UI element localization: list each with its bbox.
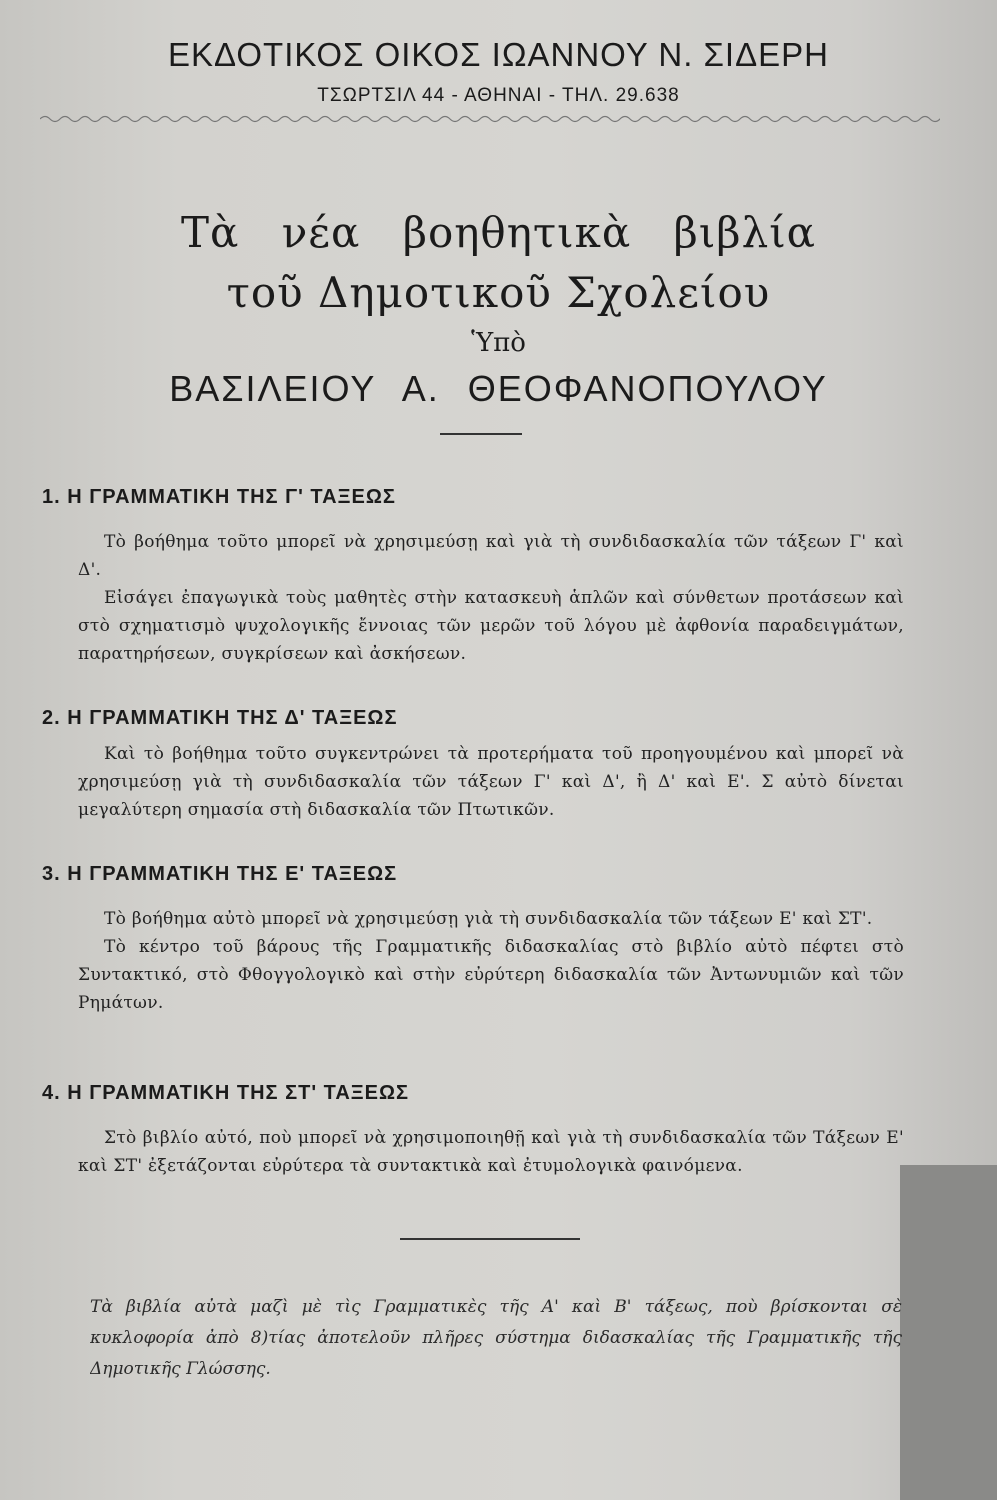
footer-divider [400, 1238, 580, 1240]
section-3-paragraph: Τὸ βοήθημα αὐτὸ μπορεῖ νὰ χρησιμεύσῃ γιὰ τὴ συνδιδασκαλία τῶν τάξεων Ε' καὶ ΣΤ'. [104, 909, 873, 929]
section-4-heading: 4. Η ΓΡΑΜΜΑΤΙΚΗ ΤΗΣ ΣΤ' ΤΑΞΕΩΣ [42, 1082, 410, 1104]
section-3-paragraph: Τὸ κέντρο τοῦ βάρους τῆς Γραμματικῆς διδασκαλίας στὸ βιβλίο αὐτὸ πέφτει στὸ Συντακτικό, στὸ Φθογγολογικὸ καὶ στὴν εὐρύτερη διδασκαλία τῶν Ἀντωνυμιῶν καὶ τῶν Ρημάτων. [78, 937, 904, 1013]
title-line-2: τοῦ Δημοτικοῦ Σχολείου [226, 268, 771, 317]
section-2-paragraph: Καὶ τὸ βοήθημα τοῦτο συγκεντρώνει τὰ προτερήματα τοῦ προηγουμένου καὶ μπορεῖ νὰ χρησιμεύσῃ γιὰ τὴ συνδιδασκαλία τῶν τάξεων Γ' καὶ Δ', ἢ Δ' καὶ Ε'. Σ αὐτὸ δίνεται μεγαλύτερη σημασία στὴ διδασκαλία τῶν Πτωτικῶν. [78, 744, 904, 820]
wavy-divider [40, 112, 940, 126]
section-3-body [78, 905, 904, 1017]
section-3-heading: 3. Η ΓΡΑΜΜΑΤΙΚΗ ΤΗΣ Ε' ΤΑΞΕΩΣ [42, 863, 398, 885]
section-1-paragraph: Εἰσάγει ἐπαγωγικὰ τοὺς μαθητὲς στὴν κατασκευὴ ἁπλῶν καὶ σύνθετων προτάσεων καὶ στὸ σχηματισμὸ ψυχολογικῆς ἔννοιας τῶν μερῶν τοῦ λόγου μὲ ἀφθονία παραδειγμάτων, παρατηρήσεων, συγκρίσεων καὶ ἀσκήσεων. [78, 588, 904, 664]
publisher-address: ΤΣΩΡΤΣΙΛ 44 - ΑΘΗΝΑΙ - ΤΗΛ. 29.638 [317, 85, 680, 106]
footer-text: Τὰ βιβλία αὐτὰ μαζὶ μὲ τὶς Γραμματικὲς τῆς Α' καὶ Β' τάξεως, ποὺ βρίσκονται σὲ κυκλοφορία ἀπὸ 8)τίας ἀποτελοῦν πλῆρες σύστημα διδασκαλίας τῆς Γραμματικῆς τῆς Δημοτικῆς Γλώσσης. [90, 1297, 902, 1379]
author-name: ΒΑΣΙΛΕΙΟΥ Α. ΘΕΟΦΑΝΟΠΟΥΛΟΥ [169, 368, 828, 409]
section-1-heading: 1. Η ΓΡΑΜΜΑΤΙΚΗ ΤΗΣ Γ' ΤΑΞΕΩΣ [42, 486, 396, 508]
section-4-body [78, 1124, 904, 1180]
author-by-label: Ὑπὸ [471, 328, 526, 358]
footer-note [90, 1292, 902, 1385]
section-1-paragraph: Τὸ βοήθημα τοῦτο μπορεῖ νὰ χρησιμεύσῃ καὶ γιὰ τὴ συνδιδασκαλία τῶν τάξεων Γ' καὶ Δ'. [78, 532, 904, 580]
publisher-name: ΕΚΔΟΤΙΚΟΣ ΟΙΚΟΣ ΙΩΑΝΝΟΥ Ν. ΣΙΔΕΡΗ [168, 36, 829, 73]
section-2-body [78, 740, 904, 824]
title-line-1: Τὰ νέα βοηθητικὰ βιβλία [180, 208, 817, 257]
torn-page-corner [900, 1165, 997, 1500]
section-1-body [78, 528, 904, 668]
section-2-heading: 2. Η ΓΡΑΜΜΑΤΙΚΗ ΤΗΣ Δ' ΤΑΞΕΩΣ [42, 707, 398, 729]
section-4-paragraph: Στὸ βιβλίο αὐτό, ποὺ μπορεῖ νὰ χρησιμοποιηθῇ καὶ γιὰ τὴ συνδιδασκαλία τῶν Τάξεων Ε' καὶ ΣΤ' ἐξετάζονται εὐρύτερα τὰ συντακτικὰ καὶ ἐτυμολογικὰ φαινόμενα. [78, 1128, 904, 1176]
title-divider [440, 433, 522, 435]
